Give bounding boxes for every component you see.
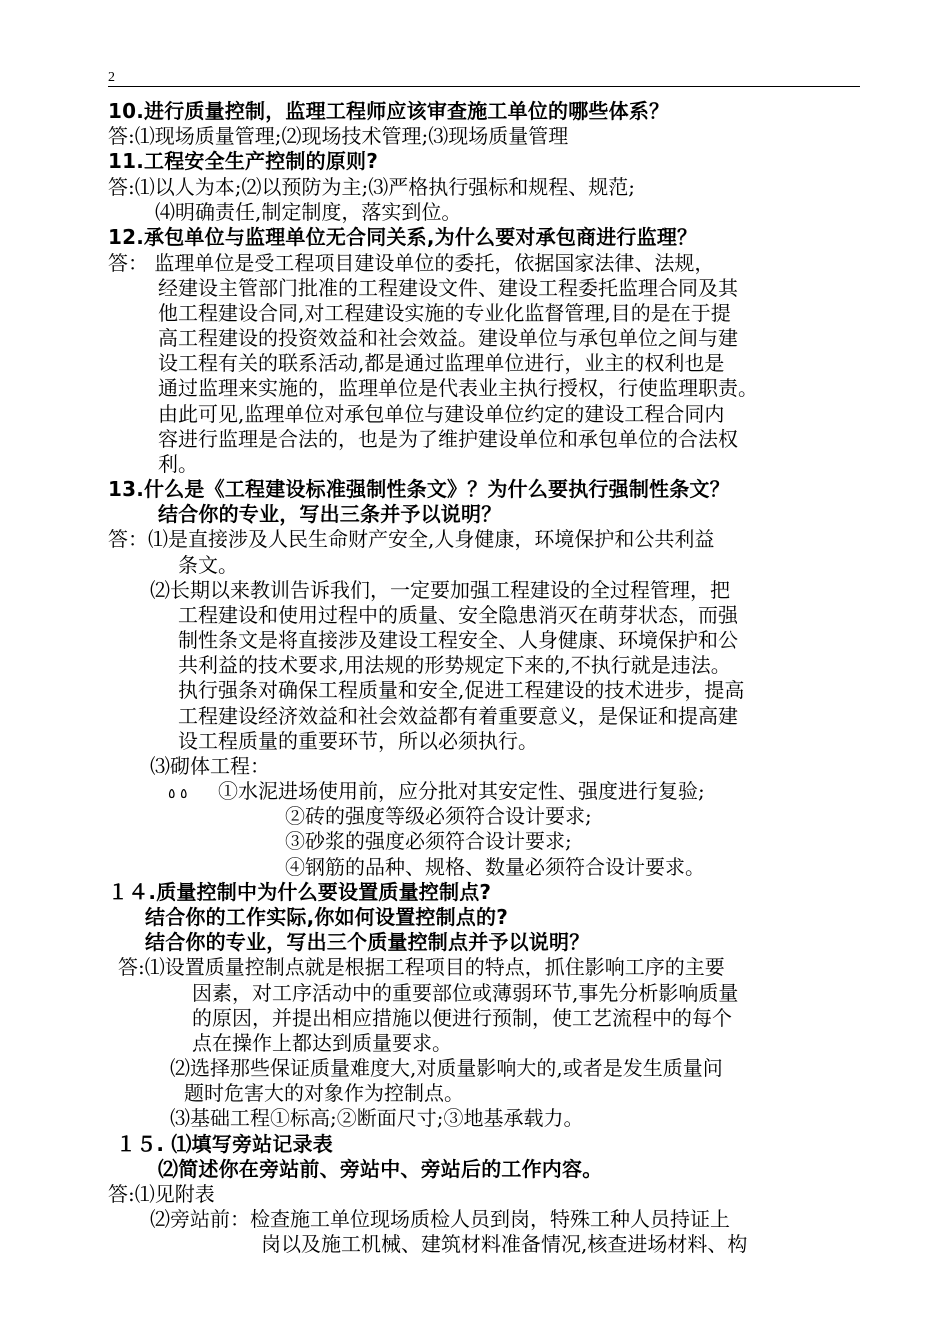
answer-line: 答：⑴是直接涉及人民生命财产安全,人身健康，环境保护和公共利益 <box>108 527 715 551</box>
answer-line: 答:⑴现场质量管理;⑵现场技术管理;⑶现场质量管理 <box>108 124 569 148</box>
question-15-sub: ⑵简述你在旁站前、旁站中、旁站后的工作内容。 <box>158 1157 603 1181</box>
answer-line: 条文。 <box>178 553 238 577</box>
answer-line: 答:⑴见附表 <box>108 1182 215 1206</box>
question-10: 10.进行质量控制，监理工程师应该审查施工单位的哪些体系？ <box>108 99 670 123</box>
answer-line: ⑵选择那些保证质量难度大,对质量影响大的,或者是发生质量问 <box>170 1056 723 1080</box>
page-number: 2 <box>108 70 115 85</box>
answer-line: 答:⑴设置质量控制点就是根据工程项目的特点，抓住影响工序的主要 <box>118 955 725 979</box>
question-15: １５. ⑴填写旁站记录表 <box>116 1132 333 1156</box>
list-item: ③砂浆的强度必须符合设计要求; <box>285 829 572 853</box>
answer-line: 经建设主管部门批准的工程建设文件、建设工程委托监理合同及其 <box>158 276 738 300</box>
answer-line: 工程建设和使用过程中的质量、安全隐患消灭在萌芽状态，而强 <box>178 603 738 627</box>
question-14-sub: 结合你的专业，写出三个质量控制点并予以说明？ <box>145 930 590 954</box>
bullet-marks: ٥ ٥ <box>168 786 188 802</box>
header-rule <box>108 86 860 87</box>
answer-line: 岗以及施工机械、建筑材料准备情况,核查进场材料、构 <box>261 1232 748 1256</box>
question-14: １４.质量控制中为什么要设置质量控制点? <box>108 880 492 904</box>
answer-line: 高工程建设的投资效益和社会效益。建设单位与承包单位之间与建 <box>158 326 738 350</box>
question-12: 12.承包单位与监理单位无合同关系,为什么要对承包商进行监理？ <box>108 225 698 249</box>
answer-line: 工程建设经济效益和社会效益都有着重要意义，是保证和提高建 <box>178 704 738 728</box>
list-item: ②砖的强度等级必须符合设计要求; <box>285 804 592 828</box>
answer-line: 题时危害大的对象作为控制点。 <box>184 1081 464 1105</box>
list-item: ①水泥进场使用前，应分批对其安定性、强度进行复验; <box>218 779 705 803</box>
answer-line: 答:⑴以人为本;⑵以预防为主;⑶严格执行强标和规程、规范; <box>108 175 635 199</box>
answer-line: 共利益的技术要求,用法规的形势规定下来的,不执行就是违法。 <box>178 653 731 677</box>
answer-line: ⑷明确责任,制定制度，落实到位。 <box>155 200 462 224</box>
list-item: ④钢筋的品种、规格、数量必须符合设计要求。 <box>285 855 705 879</box>
question-14-sub: 结合你的工作实际,你如何设置控制点的? <box>145 905 508 929</box>
answer-line: 他工程建设合同,对工程建设实施的专业化监督管理,目的是在于提 <box>158 301 731 325</box>
answer-line: 利。 <box>158 452 198 476</box>
answer-line: 的原因，并提出相应措施以便进行预制，使工艺流程中的每个 <box>192 1006 732 1030</box>
answer-line: 执行强条对确保工程质量和安全,促进工程建设的技术进步，提高 <box>178 678 745 702</box>
answer-line: 点在操作上都达到质量要求。 <box>192 1031 452 1055</box>
answer-line: 设工程有关的联系活动,都是通过监理单位进行，业主的权利也是 <box>158 351 725 375</box>
question-11: 11.工程安全生产控制的原则? <box>108 149 379 173</box>
answer-line: 因素，对工序活动中的重要部位或薄弱环节,事先分析影响质量 <box>192 981 739 1005</box>
answer-line: ⑶砌体工程： <box>150 754 270 778</box>
answer-line: ⑶基础工程①标高;②断面尺寸;③地基承载力。 <box>170 1106 584 1130</box>
answer-line: ⑵旁站前：检查施工单位现场质检人员到岗，特殊工种人员持证上 <box>150 1207 730 1231</box>
answer-line: ⑵长期以来教训告诉我们，一定要加强工程建设的全过程管理，把 <box>150 578 730 602</box>
answer-line: 设工程质量的重要环节，所以必须执行。 <box>178 729 538 753</box>
question-13: 13.什么是《工程建设标准强制性条文》？为什么要执行强制性条文？ <box>108 477 730 501</box>
answer-line: 通过监理来实施的，监理单位是代表业主执行授权，行使监理职责。 <box>158 376 758 400</box>
answer-line: 答： 监理单位是受工程项目建设单位的委托，依据国家法律、法规， <box>108 251 715 275</box>
answer-line: 容进行监理是合法的，也是为了维护建设单位和承包单位的合法权 <box>158 427 738 451</box>
answer-line: 由此可见,监理单位对承包单位与建设单位约定的建设工程合同内 <box>158 402 725 426</box>
answer-line: 制性条文是将直接涉及建设工程安全、人身健康、环境保护和公 <box>178 628 738 652</box>
question-13-sub: 结合你的专业，写出三条并予以说明？ <box>158 502 502 526</box>
